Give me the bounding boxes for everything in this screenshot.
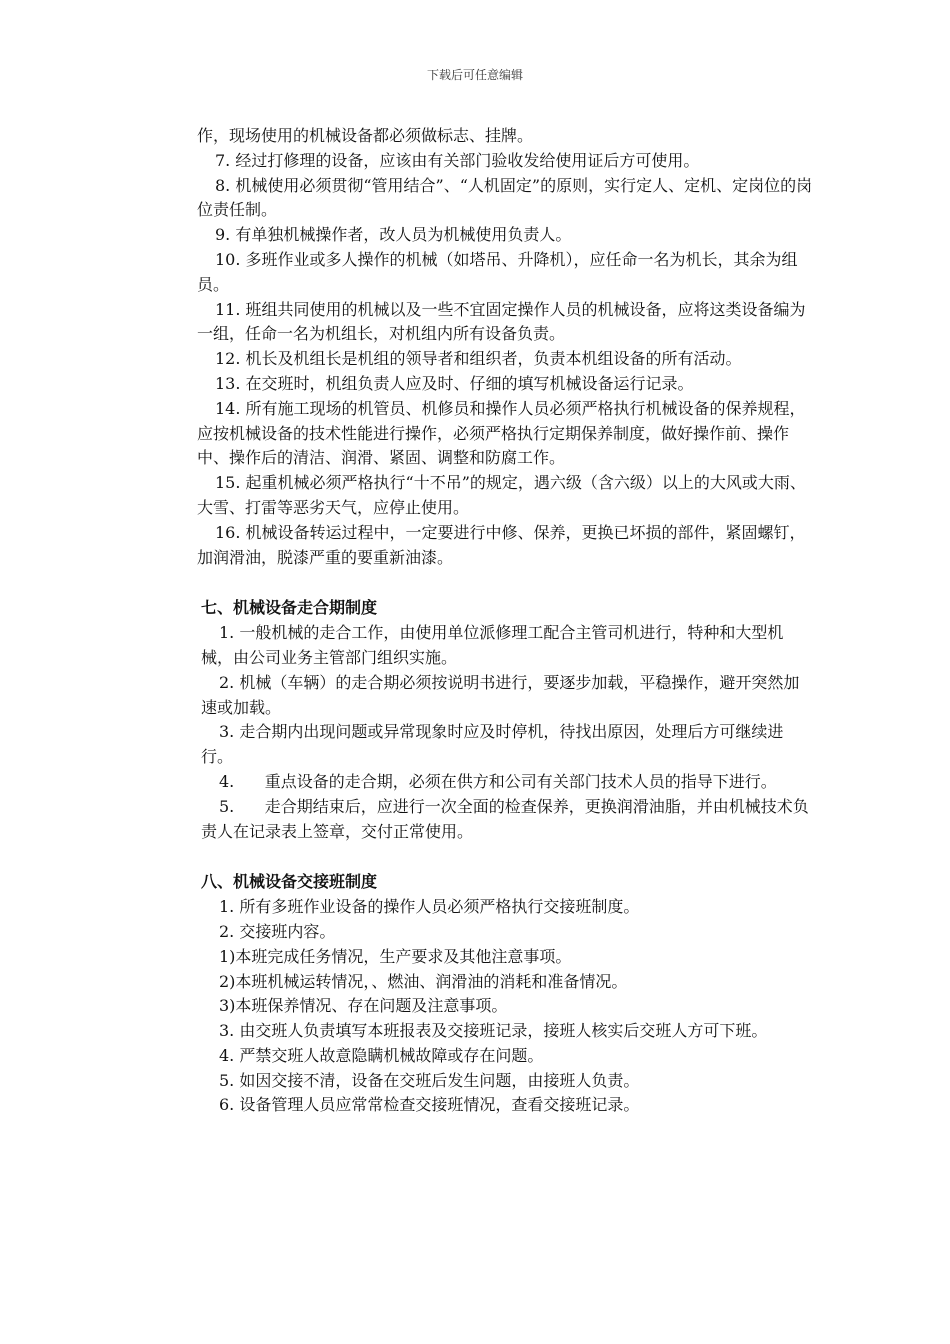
list-item: 4. 重点设备的走合期，必须在供方和公司有关部门技术人员的指导下进行。 [219, 771, 777, 791]
list-item: 15. 起重机械必须严格执行“十不吊”的规定，遇六级（含六级）以上的大风或大雨、大雪、打雷等恶劣天气，应停止使用。 [197, 473, 806, 517]
list-item: 9. 有单独机械操作者，改人员为机械使用负责人。 [215, 225, 572, 245]
list-item: 2. 机械（车辆）的走合期必须按说明书进行，要逐步加载，平稳操作，避开突然加速或加载。 [201, 672, 800, 717]
section-spacer [197, 844, 815, 870]
page-header: 下载后可任意编辑 [426, 68, 523, 82]
list-item: 1)本班完成任务情况，生产要求及其他注意事项。 [219, 946, 572, 966]
section-7-title: 七、机械设备走合期制度 [201, 598, 378, 618]
section-spacer [197, 570, 815, 596]
document-body [197, 124, 815, 1118]
section-8-body [197, 895, 815, 1118]
list-item: 5. 如因交接不清，设备在交班后发生问题，由接班人负责。 [219, 1070, 640, 1090]
list-item: 3. 走合期内出现问题或异常现象时应及时停机，待找出原因，处理后方可继续进行。 [201, 722, 784, 767]
list-item: 13. 在交班时，机组负责人应及时、仔细的填写机械设备运行记录。 [215, 373, 694, 393]
list-item: 8. 机械使用必须贯彻“管用结合”、“人机固定”的原则，实行定人、定机、定岗位的岗位责任制。 [197, 175, 813, 220]
list-item: 3. 由交班人负责填写本班报表及交接班记录，接班人核实后交班人方可下班。 [219, 1021, 768, 1041]
list-item: 1. 一般机械的走合工作，由使用单位派修理工配合主管司机进行，特种和大型机械，由公司业务主管部门组织实施。 [201, 623, 784, 667]
list-item: 11. 班组共同使用的机械以及一些不宜固定操作人员的机械设备，应将这类设备编为一组，任命一名为机组长，对机组内所有设备负责。 [197, 299, 806, 344]
list-item: 12. 机长及机组长是机组的领导者和组织者，负责本机组设备的所有活动。 [215, 349, 742, 369]
list-item: 2. 交接班内容。 [219, 921, 336, 941]
list-item: 10. 多班作业或多人操作的机械（如塔吊、升降机），应任命一名为机长，其余为组员。 [197, 249, 798, 294]
list-item: 14. 所有施工现场的机管员、机修员和操作人员必须严格执行机械设备的保养规程，应按机械设备的技术性能进行操作，必须严格执行定期保养制度，做好操作前、操作中、操作后的清洁、润滑、紧固、调整和防腐工作。 [197, 398, 806, 468]
list-item: 4. 严禁交班人故意隐瞒机械故障或存在问题。 [219, 1045, 544, 1065]
list-item: 16. 机械设备转运过程中，一定要进行中修、保养，更换已坏损的部件，紧固螺钉，加润滑油，脱漆严重的要重新油漆。 [197, 522, 806, 567]
list-item: 7. 经过打修理的设备，应该由有关部门验收发给使用证后方可使用。 [215, 150, 700, 170]
section-7-body [197, 621, 815, 844]
section-8-title: 八、机械设备交接班制度 [201, 872, 378, 892]
list-item: 6. 设备管理人员应常常检查交接班情况，查看交接班记录。 [219, 1095, 640, 1115]
list-item: 1. 所有多班作业设备的操作人员必须严格执行交接班制度。 [219, 897, 640, 917]
list-item: 2)本班机械运转情况，、燃油、润滑油的消耗和准备情况。 [219, 971, 628, 991]
intro-continuation: 作，现场使用的机械设备都必须做标志、挂牌。 [197, 126, 534, 145]
list-item: 5. 走合期结束后，应进行一次全面的检查保养，更换润滑油脂，并由机械技术负责人在记录表上签章，交付正常使用。 [201, 796, 809, 841]
list-item: 3)本班保养情况、存在问题及注意事项。 [219, 996, 508, 1016]
